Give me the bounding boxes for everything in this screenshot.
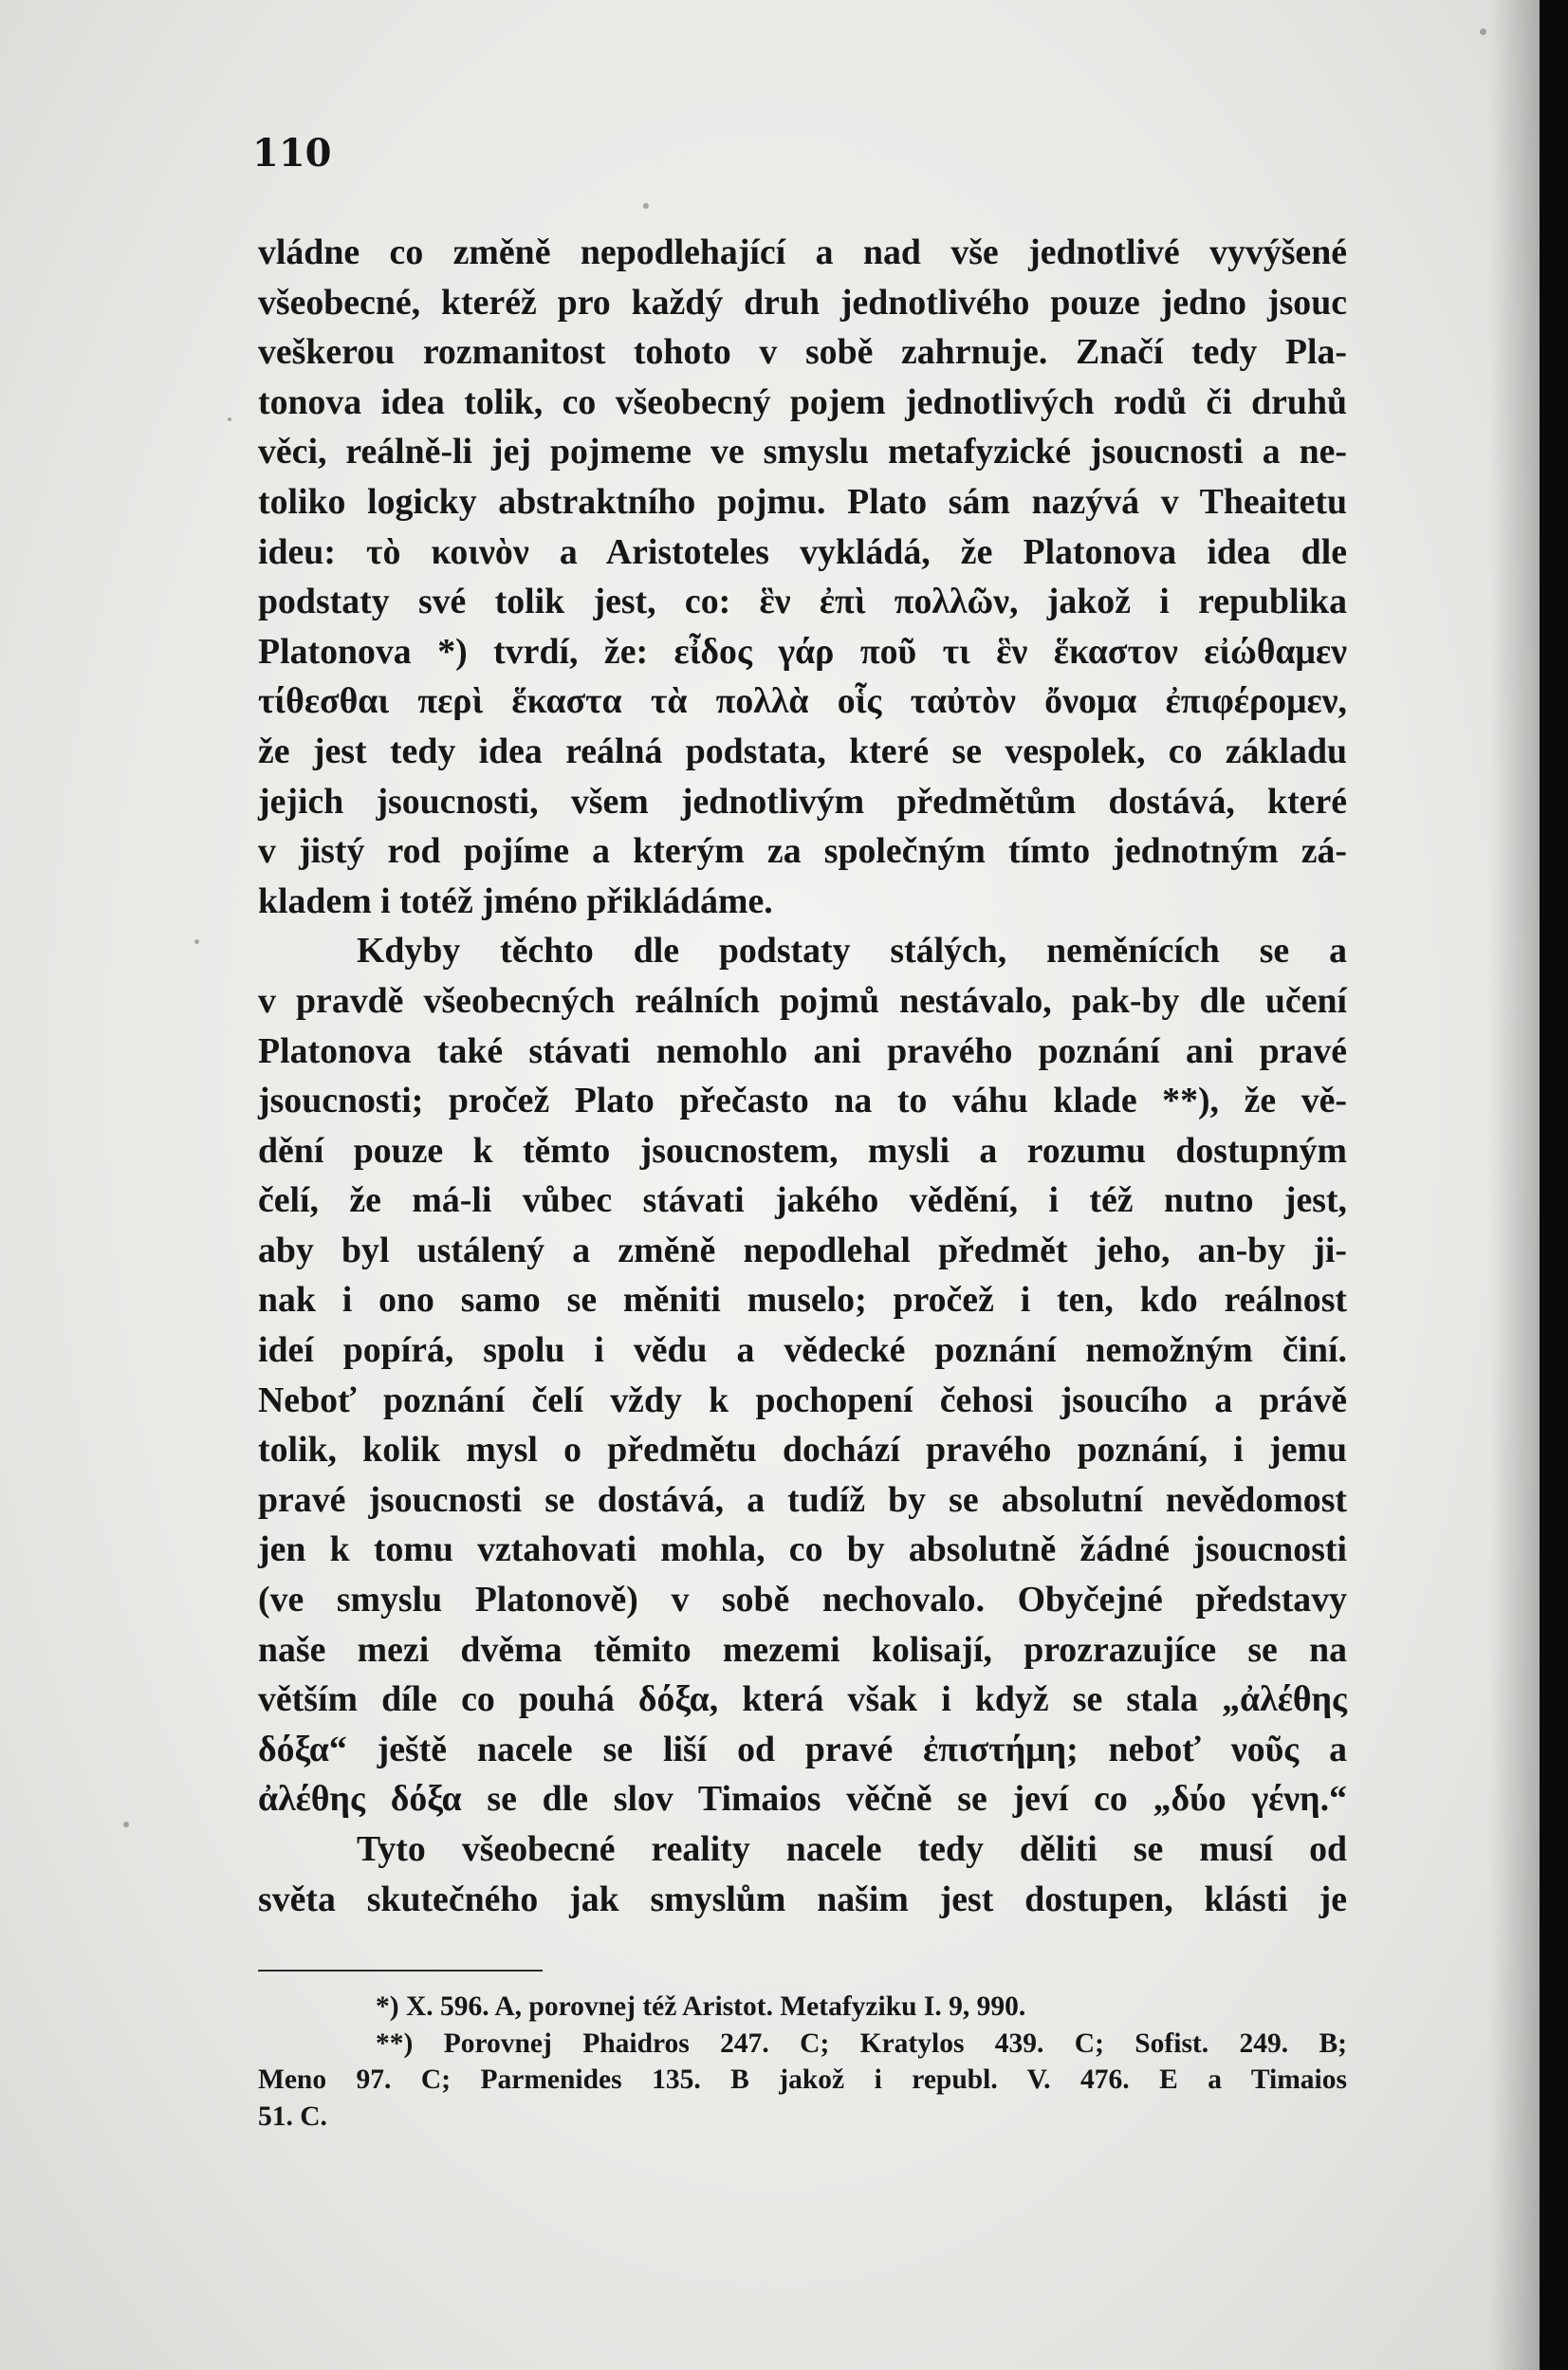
text-line: vládne co změně nepodlehající a nad vše jednotlivé vyvýšené	[258, 232, 1347, 272]
footnote-line: Meno 97. C; Parmenides 135. B jakož i republ. V. 476. E a Timaios	[258, 2064, 1347, 2095]
text-line: pravé jsoucnosti se dostává, a tudíž by se absolutní nevědomost	[258, 1479, 1347, 1520]
footnote-divider	[258, 1970, 543, 1972]
text-line: jejich jsoucnosti, všem jednotlivým předmětům dostává, které	[258, 781, 1347, 822]
text-line: čelí, že má-li vůbec stávati jakého vědění, i též nutno jest,	[258, 1180, 1347, 1221]
paper-speck	[1480, 28, 1486, 35]
text-line: Platonova *) tvrdí, že: εἶδος γάρ ποῦ τι ἓν ἕκαστον εἰώθαμεν	[258, 631, 1347, 672]
text-line: ideí popírá, spolu i vědu a vědecké poznání nemožným činí.	[258, 1330, 1347, 1371]
text-line: naše mezi dvěma těmito mezemi kolisají, prozrazujíce se na	[258, 1629, 1347, 1670]
text-line: τίθεσθαι περὶ ἕκαστα τὰ πολλὰ οἷς ταὐτὸν ὄνομα ἐπιφέρομεν,	[258, 681, 1347, 722]
footnote-line: 51. C.	[258, 2101, 327, 2132]
text-line: Platonova také stávati nemohlo ani pravého poznání ani pravé	[258, 1030, 1347, 1071]
footnotes	[258, 1989, 1347, 2135]
main-text	[258, 228, 1347, 1924]
footnote-line: *) X. 596. A, porovnej též Aristot. Metafyziku I. 9, 990.	[376, 1991, 1026, 2022]
text-line: jsoucnosti; pročež Plato přečasto na to váhu klade **), že vě-	[258, 1081, 1347, 1121]
text-line: aby byl ustálený a změně nepodlehal předmět jeho, an-by ji-	[258, 1230, 1347, 1270]
text-line: ἀλέθης δόξα se dle slov Timaios věčně se jeví co „δύο γένη.“	[258, 1779, 1347, 1820]
text-line: toliko logicky abstraktního pojmu. Plato sám nazývá v Theaitetu	[258, 481, 1347, 522]
text-line: δόξα“ ještě nacele se liší od pravé ἐπιστήμη; neboť νοῦς a	[258, 1729, 1347, 1769]
text-line: v jistý rod pojíme a kterým za společným tímto jednotným zá-	[258, 831, 1347, 872]
paper-speck	[123, 1822, 129, 1827]
text-line: (ve smyslu Platonově) v sobě nechovalo. Obyčejné představy	[258, 1580, 1347, 1620]
page-edge-shadow	[1489, 0, 1546, 2370]
text-line: tonova idea tolik, co všeobecný pojem jednotlivých rodů či druhů	[258, 381, 1347, 422]
text-line: ideu: τὸ κοινὸν a Aristoteles vykládá, že Platonova idea dle	[258, 531, 1347, 572]
paper-speck	[194, 939, 199, 944]
text-line: tolik, kolik mysl o předmětu dochází pravého poznání, i jemu	[258, 1430, 1347, 1471]
page-number: 110	[252, 131, 332, 176]
text-line: všeobecné, kteréž pro každý druh jednotlivého pouze jedno jsouc	[258, 282, 1347, 323]
book-binding-edge	[1540, 0, 1568, 2370]
text-line: věci, reálně-li jej pojmeme ve smyslu metafyzické jsoucnosti a ne-	[258, 432, 1347, 472]
paper-speck	[643, 203, 649, 209]
text-line: větším díle co pouhá δόξα, která však i když se stala „ἀλέθης	[258, 1679, 1347, 1720]
paper-speck	[228, 417, 231, 421]
text-line: že jest tedy idea reálná podstata, které se vespolek, co základu	[258, 731, 1347, 771]
text-line: Tyto všeobecné reality nacele tedy děliti se musí od	[357, 1829, 1347, 1869]
text-line: Kdyby těchto dle podstaty stálých, neměnících se a	[357, 931, 1347, 972]
text-line: podstaty své tolik jest, co: ἓν ἐπὶ πολλῶν, jakož i republika	[258, 582, 1347, 622]
text-line: v pravdě všeobecných reálních pojmů nestávalo, pak-by dle učení	[258, 980, 1347, 1021]
text-line: světa skutečného jak smyslům našim jest dostupen, klásti je	[258, 1879, 1347, 1919]
text-line: dění pouze k těmto jsoucnostem, mysli a rozumu dostupným	[258, 1130, 1347, 1171]
text-line: veškerou rozmanitost tohoto v sobě zahrnuje. Značí tedy Pla-	[258, 332, 1347, 373]
text-line: nak i ono samo se měniti muselo; pročež i ten, kdo reálnost	[258, 1280, 1347, 1321]
footnote-line: **) Porovnej Phaidros 247. C; Kratylos 439. C; Sofist. 249. B;	[376, 2027, 1347, 2059]
text-line: Neboť poznání čelí vždy k pochopení čehosi jsoucího a právě	[258, 1379, 1347, 1420]
text-line: jen k tomu vztahovati mohla, co by absolutně žádné jsoucnosti	[258, 1529, 1347, 1570]
text-line: kladem i totéž jméno přikládáme.	[258, 880, 773, 921]
